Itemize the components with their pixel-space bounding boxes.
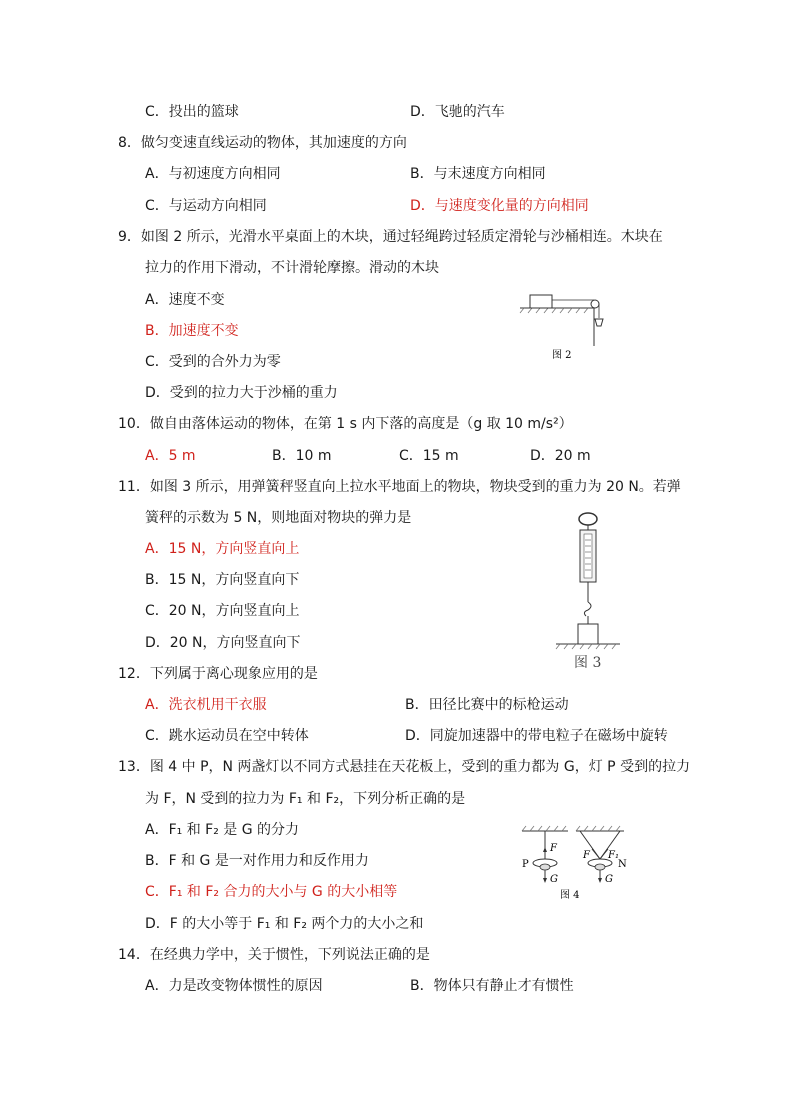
q13-stem-line2: 为 F，N 受到的拉力为 F₁ 和 F₂，下列分析正确的是 <box>145 791 466 807</box>
fig4-label-G2: G <box>605 874 613 885</box>
fig4-label-G1: G <box>550 874 558 885</box>
q12-option-c: C．跳水运动员在空中转体 <box>145 728 309 744</box>
q11-option-a-answer: A．15 N，方向竖直向上 <box>145 541 300 557</box>
fig4-label-N: N <box>618 859 627 870</box>
fig4-label-P: P <box>522 859 529 870</box>
figure-4-lamps-diagram <box>510 825 640 905</box>
q11-option-b: B．15 N，方向竖直向下 <box>145 572 300 588</box>
q14-option-b: B．物体只有静止才有惯性 <box>410 978 574 994</box>
q9-option-b-answer: B．加速度不变 <box>145 323 239 339</box>
q12-option-b: B．田径比赛中的标枪运动 <box>405 697 569 713</box>
q9-option-c: C．受到的合外力为零 <box>145 354 281 370</box>
q10-option-b: B．10 m <box>272 448 332 464</box>
fig4-label-F1: F <box>583 850 590 861</box>
figure-3-caption: 图 3 <box>574 655 602 670</box>
figure-4-caption: 图 4 <box>560 890 580 901</box>
q7-option-d: D．飞驰的汽车 <box>410 104 505 120</box>
q11-option-c: C．20 N，方向竖直向上 <box>145 603 300 619</box>
figure-3-spring-scale-diagram <box>548 510 628 670</box>
q9-option-d: D．受到的拉力大于沙桶的重力 <box>145 385 338 401</box>
figure-2-caption: 图 2 <box>552 350 572 361</box>
q8-option-d-answer: D．与速度变化量的方向相同 <box>410 198 589 214</box>
fig4-label-F2: F₁ <box>608 850 619 861</box>
figure-2-pulley-diagram <box>518 288 608 363</box>
q12-option-a-answer: A．洗衣机用干衣服 <box>145 697 267 713</box>
q7-option-c: C．投出的篮球 <box>145 104 239 120</box>
q10-stem: 10．做自由落体运动的物体，在第 1 s 内下落的高度是（g 取 10 m/s²） <box>118 416 573 432</box>
q12-option-d: D．同旋加速器中的带电粒子在磁场中旋转 <box>405 728 668 744</box>
q11-option-d: D．20 N，方向竖直向下 <box>145 635 301 651</box>
q11-stem-line2: 簧秤的示数为 5 N，则地面对物块的弹力是 <box>145 510 412 526</box>
q14-option-a: A．力是改变物体惯性的原因 <box>145 978 323 994</box>
q8-option-a: A．与初速度方向相同 <box>145 166 281 182</box>
q8-option-b: B．与末速度方向相同 <box>410 166 546 182</box>
q12-stem: 12．下列属于离心现象应用的是 <box>118 666 318 682</box>
q8-option-c: C．与运动方向相同 <box>145 198 267 214</box>
q13-option-d: D．F 的大小等于 F₁ 和 F₂ 两个力的大小之和 <box>145 916 424 932</box>
q9-option-a: A．速度不变 <box>145 292 225 308</box>
q14-stem: 14．在经典力学中，关于惯性，下列说法正确的是 <box>118 947 430 963</box>
q13-option-c-answer: C．F₁ 和 F₂ 合力的大小与 G 的大小相等 <box>145 884 398 900</box>
fig4-label-F: F <box>550 843 557 854</box>
q13-stem-line1: 13．图 4 中 P，N 两盏灯以不同方式悬挂在天花板上，受到的重力都为 G，灯 P 受到的拉力 <box>118 759 691 775</box>
q10-option-a-answer: A．5 m <box>145 448 196 464</box>
q11-stem-line1: 11．如图 3 所示，用弹簧秤竖直向上拉水平地面上的物块，物块受到的重力为 20 N。若弹 <box>118 479 681 495</box>
q10-option-c: C．15 m <box>399 448 459 464</box>
q13-option-b: B．F 和 G 是一对作用力和反作用力 <box>145 853 369 869</box>
q9-stem-line2: 拉力的作用下滑动，不计滑轮摩擦。滑动的木块 <box>145 260 439 276</box>
q9-stem-line1: 9．如图 2 所示，光滑水平桌面上的木块，通过轻绳跨过轻质定滑轮与沙桶相连。木块在 <box>118 229 663 245</box>
q8-stem: 8．做匀变速直线运动的物体，其加速度的方向 <box>118 135 407 151</box>
q13-option-a: A．F₁ 和 F₂ 是 G 的分力 <box>145 822 300 838</box>
q10-option-d: D．20 m <box>530 448 591 464</box>
